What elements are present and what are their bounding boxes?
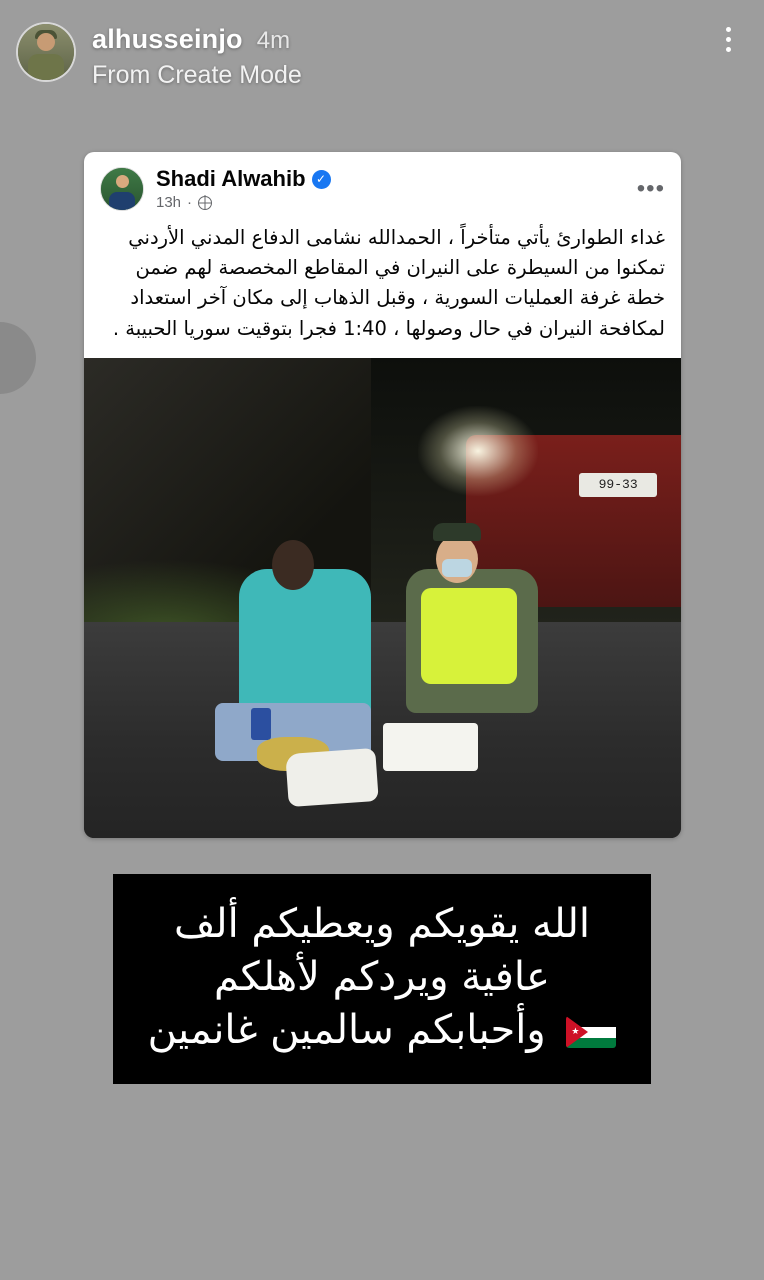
jordan-flag-icon: ★ [566,1016,616,1048]
post-time: 13h [156,194,182,211]
post-header [84,152,681,219]
caption-line-1: الله يقويكم ويعطيكم ألف [173,901,591,947]
post-author-avatar[interactable] [100,167,144,211]
vehicle-plate-text: 99-33 [579,473,657,497]
post-author-name[interactable]: Shadi Alwahib [156,166,306,191]
verified-badge-icon: ✓ [312,170,331,189]
globe-icon [198,196,212,210]
more-vertical-icon[interactable] [714,22,742,56]
previous-story-peek[interactable] [0,322,36,394]
caption-line-2: عافية ويردكم لأهلكم [214,954,550,1001]
story-timestamp: 4m [256,27,291,54]
post-body-text: غداء الطوارئ يأتي متأخراً ، الحمدالله نشامى الدفاع المدني الأردني تمكنوا من السيطرة على النيران في المقاطع المخصصة لهم ضمن خطة غرفة العمليات السورية ، وقبل الذهاب إلى مكان آخر استعداد لمكافحة النيران في حال وصولها ، 1:40 فجرا بتوقيت سوريا الحبيبة . [112,226,665,340]
post-author-block [156,166,331,211]
night-roadside-photo[interactable] [84,358,681,838]
shared-facebook-post[interactable] [84,152,681,838]
avatar[interactable] [16,22,76,82]
post-meta [156,194,331,211]
caption-line-3 [133,1004,631,1057]
story-username[interactable]: alhusseinjo [92,24,243,54]
story-subtitle: From Create Mode [92,61,302,89]
post-more-icon[interactable]: ••• [636,174,665,202]
story-header-text [92,20,302,90]
meta-separator: · [187,194,193,211]
story-header [0,12,764,108]
story-caption [113,874,651,1084]
caption-line-3-text: وأحبابكم سالمين غانمين [147,1007,546,1054]
